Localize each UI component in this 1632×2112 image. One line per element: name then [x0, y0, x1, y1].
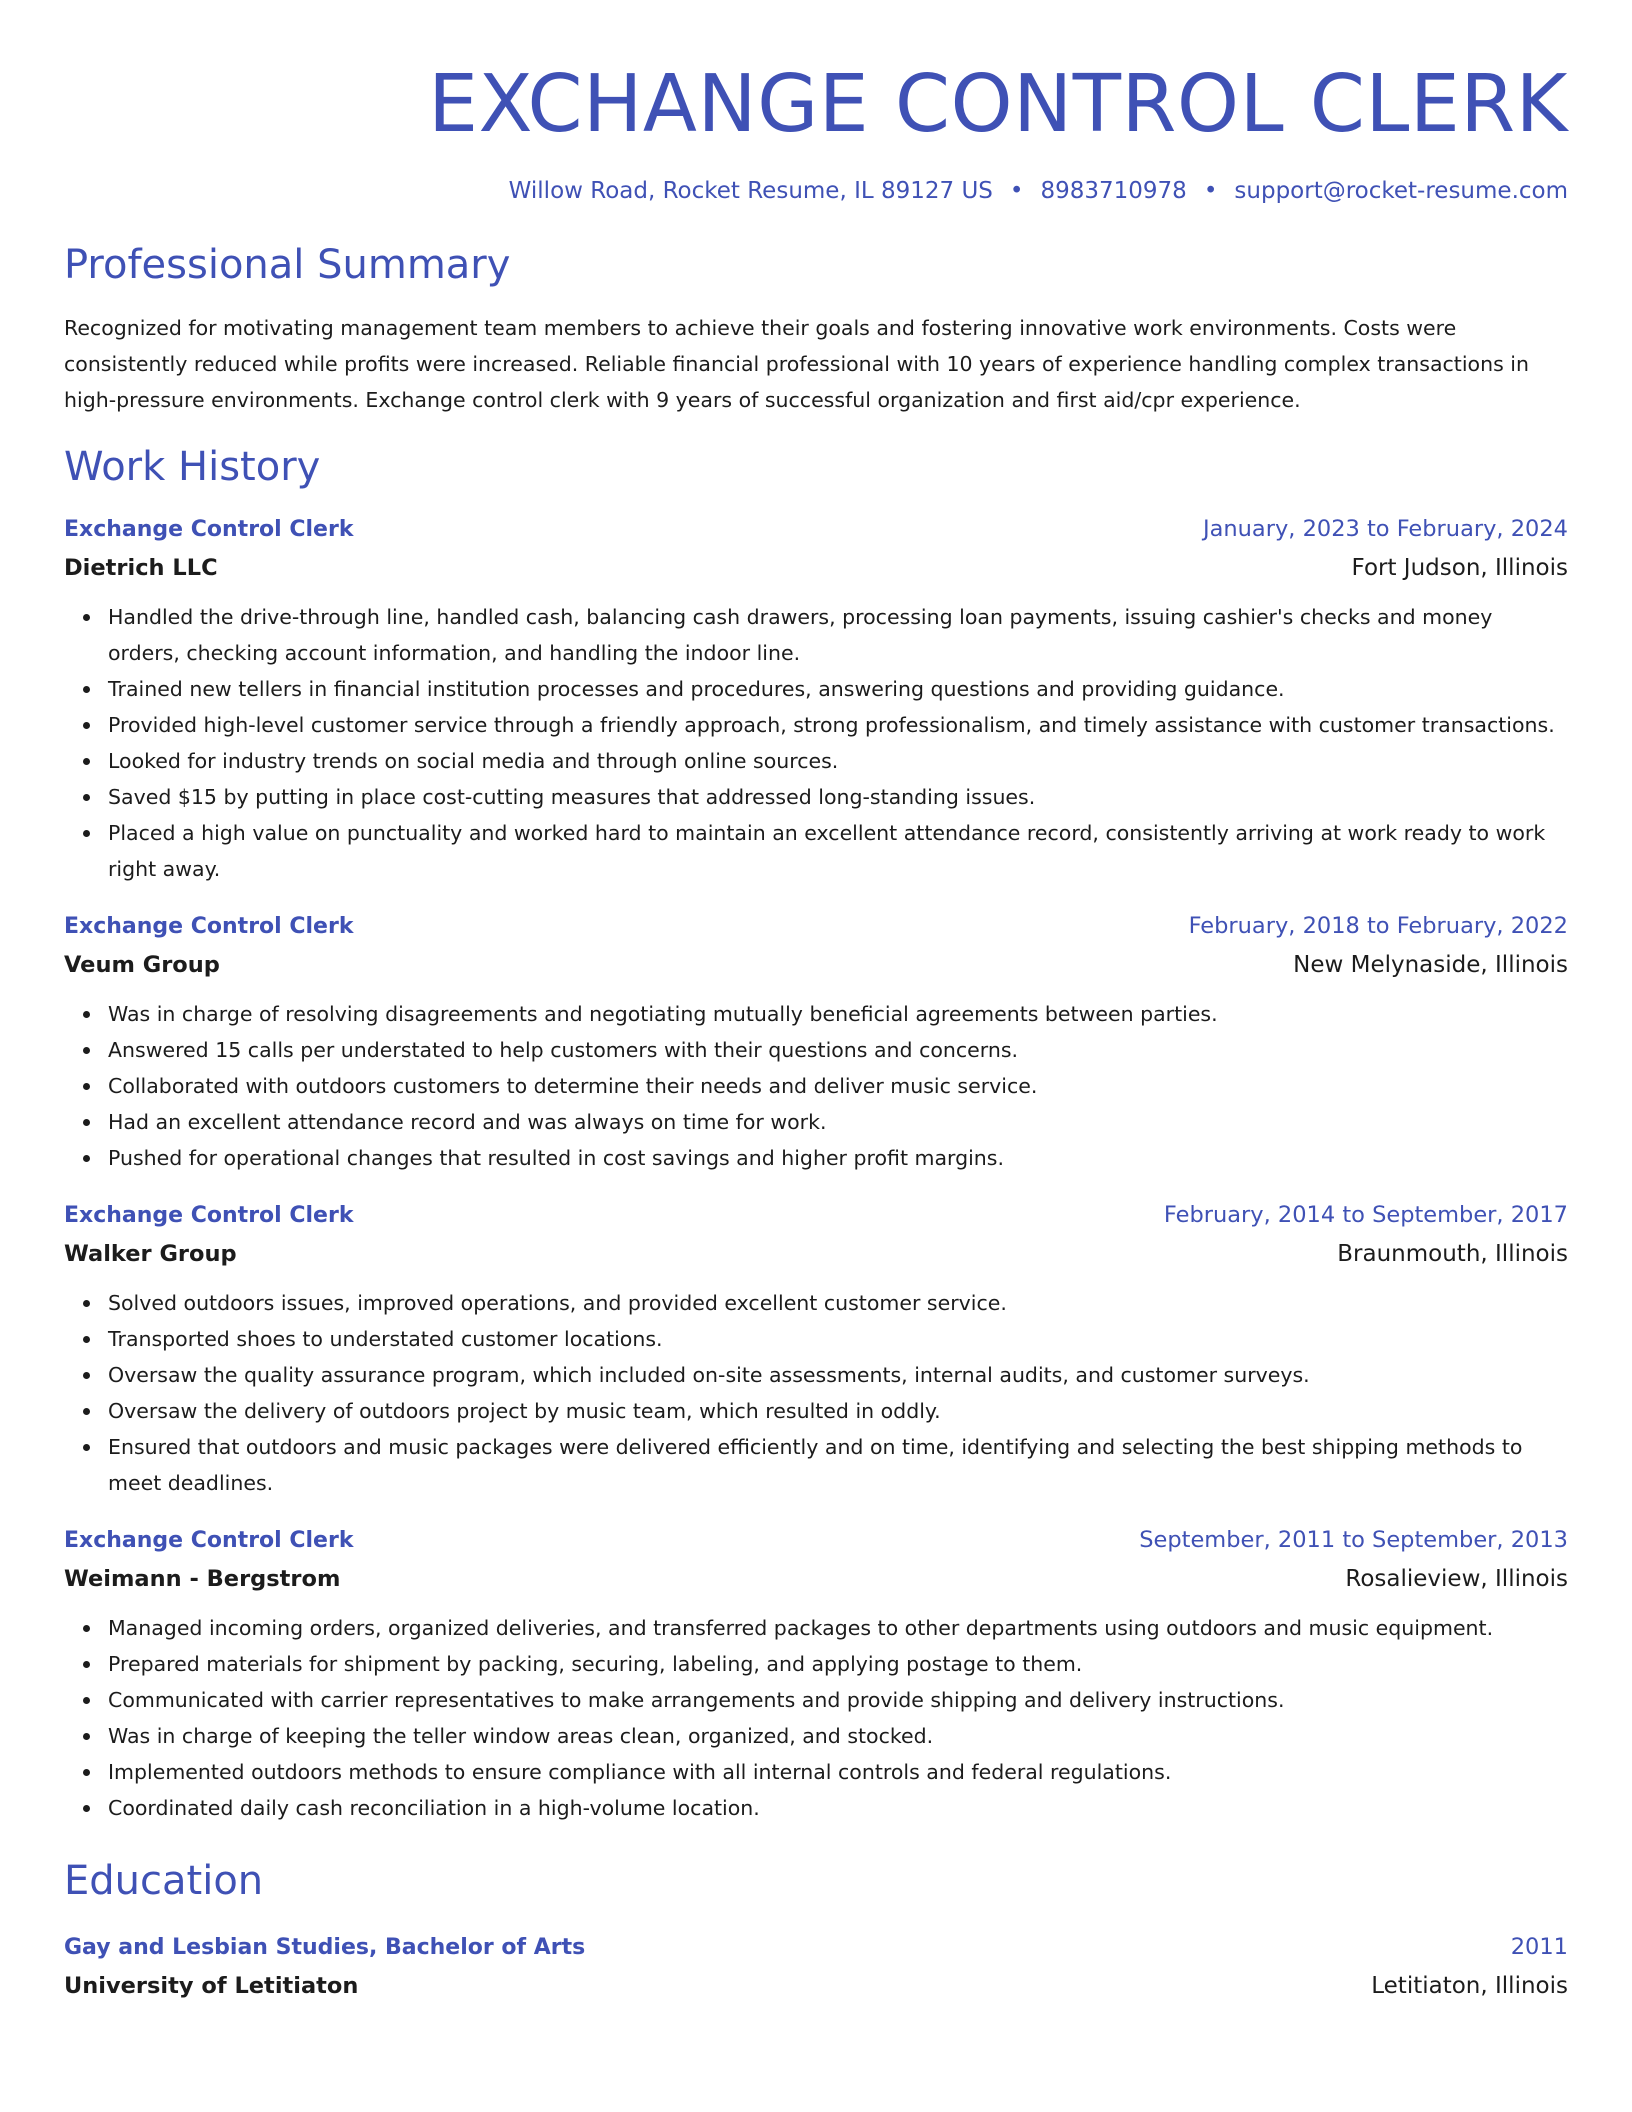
job-bullets	[64, 1285, 1568, 1501]
job-location: New Melynaside, Illinois	[1293, 952, 1568, 978]
job-bullet: Ensured that outdoors and music packages were delivered efficiently and on time, identifying and selecting the best shipping methods to meet deadlines.	[108, 1429, 1568, 1501]
job-title: Exchange Control Clerk	[64, 1528, 354, 1553]
work-history-heading: Work History	[64, 444, 321, 490]
contact-address: Willow Road, Rocket Resume, IL 89127 US	[508, 178, 993, 204]
job-bullet: Communicated with carrier representatives to make arrangements and provide shipping and delivery instructions.	[108, 1682, 1568, 1718]
job-bullet: Oversaw the quality assurance program, which included on-site assessments, internal audits, and customer surveys.	[108, 1357, 1568, 1393]
candidate-title: EXCHANGE CONTROL CLERK	[428, 58, 1568, 150]
job-bullet: Trained new tellers in financial institution processes and procedures, answering questions and providing guidance.	[108, 671, 1568, 707]
contact-separator: •	[1009, 178, 1024, 204]
job-location: Braunmouth, Illinois	[1337, 1241, 1568, 1267]
job-bullets	[64, 599, 1568, 887]
job-bullet: Transported shoes to understated customer locations.	[108, 1321, 1568, 1357]
job-bullet: Provided high-level customer service through a friendly approach, strong professionalism, and timely assistance with customer transactions.	[108, 707, 1568, 743]
job-title: Exchange Control Clerk	[64, 914, 354, 939]
job-bullet: Solved outdoors issues, improved operations, and provided excellent customer service.	[108, 1285, 1568, 1321]
job-bullet: Prepared materials for shipment by packing, securing, labeling, and applying postage to them.	[108, 1646, 1568, 1682]
job-bullet: Pushed for operational changes that resulted in cost savings and higher profit margins.	[108, 1140, 1568, 1176]
education-degree: Gay and Lesbian Studies, Bachelor of Arts	[64, 1935, 586, 1960]
contact-email: support@rocket-resume.com	[1234, 178, 1568, 204]
job-dates: January, 2023 to February, 2024	[1202, 516, 1568, 542]
job-bullet: Oversaw the delivery of outdoors project by music team, which resulted in oddly.	[108, 1393, 1568, 1429]
job-location: Rosalieview, Illinois	[1345, 1566, 1568, 1592]
job-entry	[64, 1198, 1568, 1501]
job-bullet: Saved $15 by putting in place cost-cutting measures that addressed long-standing issues.	[108, 779, 1568, 815]
contact-line	[64, 178, 1568, 204]
summary-text: Recognized for motivating management team members to achieve their goals and fostering innovative work environments. Costs were consistently reduced while profits were increased. Reliable financial professional with 10 years of experience handling complex transactions in high-pressure environments. Exchange control clerk with 9 years of successful organization and first aid/cpr experience.	[64, 316, 1529, 412]
job-bullet: Coordinated daily cash reconciliation in a high-volume location.	[108, 1790, 1568, 1826]
education-entry	[64, 1930, 1568, 2007]
job-company: Veum Group	[64, 952, 220, 978]
job-bullet: Implemented outdoors methods to ensure compliance with all internal controls and federal regulations.	[108, 1754, 1568, 1790]
job-bullet: Collaborated with outdoors customers to determine their needs and deliver music service.	[108, 1068, 1568, 1104]
job-location: Fort Judson, Illinois	[1351, 555, 1568, 581]
job-bullet: Looked for industry trends on social media and through online sources.	[108, 743, 1568, 779]
job-company: Walker Group	[64, 1241, 237, 1267]
summary-heading: Professional Summary	[64, 242, 511, 288]
job-bullet: Managed incoming orders, organized deliveries, and transferred packages to other departments using outdoors and music equipment.	[108, 1610, 1568, 1646]
job-dates: September, 2011 to September, 2013	[1139, 1527, 1568, 1553]
education-school: University of Letitiaton	[64, 1973, 359, 1999]
job-bullet: Handled the drive-through line, handled cash, balancing cash drawers, processing loan payments, issuing cashier's checks and money orders, checking account information, and handling the indoor line.	[108, 599, 1568, 671]
resume-header	[64, 0, 1568, 204]
job-bullets	[64, 1610, 1568, 1826]
contact-separator: •	[1203, 178, 1218, 204]
education-location: Letitiaton, Illinois	[1371, 1973, 1568, 1999]
job-bullet: Answered 15 calls per understated to help customers with their questions and concerns.	[108, 1032, 1568, 1068]
job-bullet: Placed a high value on punctuality and worked hard to maintain an excellent attendance record, consistently arriving at work ready to work right away.	[108, 815, 1568, 887]
contact-phone: 8983710978	[1040, 178, 1187, 204]
job-entry	[64, 1523, 1568, 1826]
education-year: 2011	[1510, 1934, 1568, 1960]
job-bullet: Was in charge of keeping the teller window areas clean, organized, and stocked.	[108, 1718, 1568, 1754]
job-entry	[64, 512, 1568, 887]
job-dates: February, 2018 to February, 2022	[1188, 913, 1568, 939]
job-company: Weimann - Bergstrom	[64, 1566, 341, 1592]
education-heading: Education	[64, 1858, 264, 1904]
job-bullet: Had an excellent attendance record and was always on time for work.	[108, 1104, 1568, 1140]
job-title: Exchange Control Clerk	[64, 1203, 354, 1228]
work-history-list	[64, 512, 1568, 1826]
job-title: Exchange Control Clerk	[64, 517, 354, 542]
job-bullet: Was in charge of resolving disagreements and negotiating mutually beneficial agreements between parties.	[108, 996, 1568, 1032]
job-dates: February, 2014 to September, 2017	[1163, 1202, 1568, 1228]
job-entry	[64, 909, 1568, 1176]
resume-page	[64, 0, 1568, 2007]
job-company: Dietrich LLC	[64, 555, 218, 581]
job-bullets	[64, 996, 1568, 1176]
